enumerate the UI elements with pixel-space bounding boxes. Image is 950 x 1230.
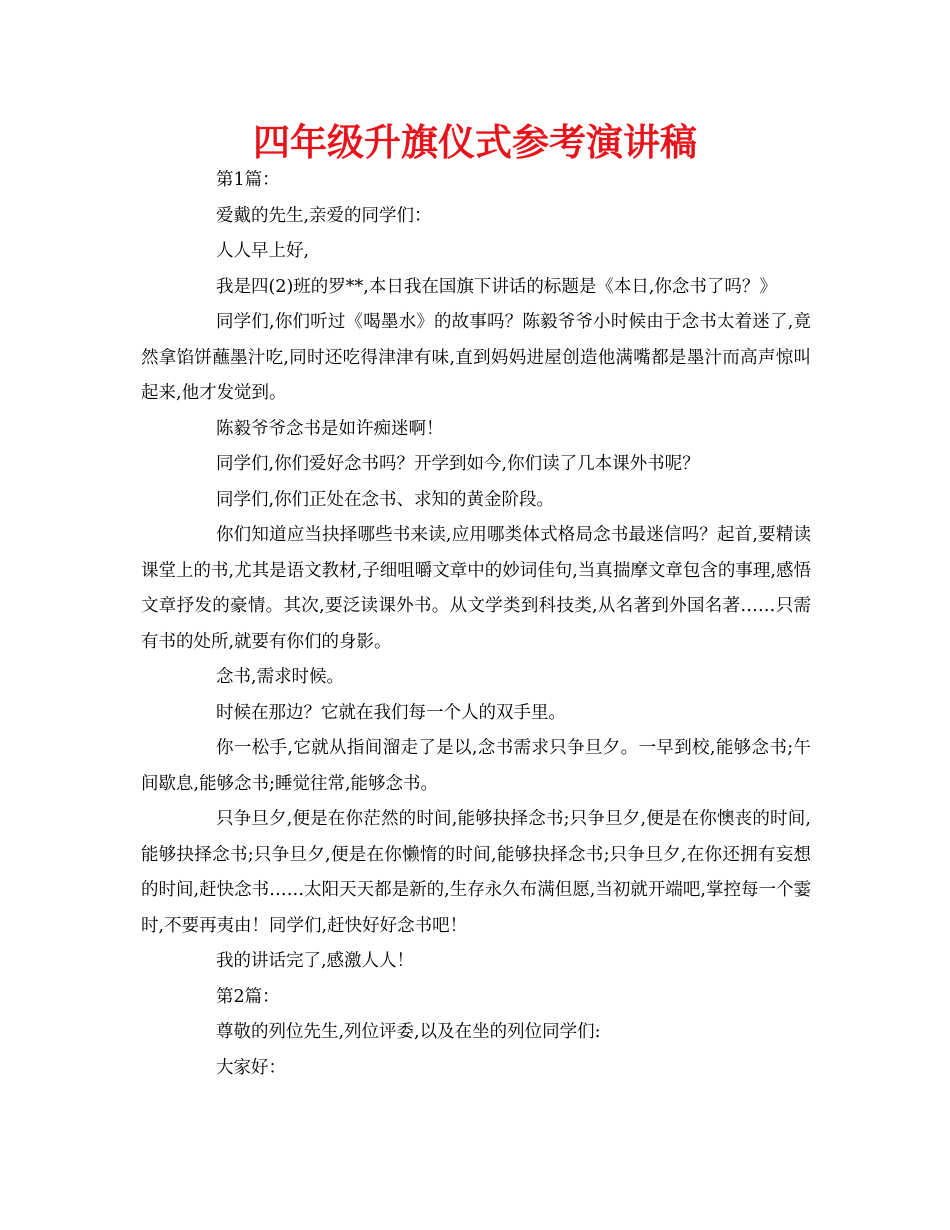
paragraph: 爱戴的先生,亲爱的同学们： <box>216 205 432 226</box>
paragraph: 我是四(2)班的罗**,本日我在国旗下讲话的标题是《本日,你念书了吗？》 <box>216 276 777 297</box>
document-body <box>141 163 811 1086</box>
paragraph: 只争旦夕,便是在你茫然的时间,能够抉择念书;只争旦夕,便是在你懊丧的时间,能够抉择念书;只争旦夕,便是在你懒惰的时间,能够抉择念书;只争旦夕,在你还拥有妄想的时间,赶快念书……太阳天天都是新的,生存永久布满但愿,当初就开端吧,掌控每一个霎时,不要再夷由！同学们,赶快好好念书吧！ <box>141 809 811 936</box>
paragraph: 尊敬的列位先生,列位评委,以及在坐的列位同学们: <box>216 1022 601 1042</box>
paragraph: 第1篇： <box>216 170 280 190</box>
paragraph: 同学们,你们爱好念书吗？开学到如今,你们读了几本课外书呢？ <box>216 454 700 474</box>
paragraph: 大家好： <box>216 1057 286 1078</box>
paragraph: 你一松手,它就从指间溜走了是以,念书需求只争旦夕。一早到校,能够念书;午间歇息,能够念书;睡觉往常,能够念书。 <box>141 738 811 794</box>
paragraph: 念书,需求时候。 <box>216 667 345 687</box>
paragraph: 时候在那边？它就在我们每一个人的双手里。 <box>216 702 566 723</box>
paragraph: 你们知道应当抉择哪些书来读,应用哪类体式格局念书最迷信吗？起首,要精读课堂上的书,尤其是语文教材,子细咀嚼文章中的妙词佳句,当真揣摩文章包含的事理,感悟文章抒发的豪情。其次,要泛读课外书。从文学类到科技类,从名著到外国名著……只需有书的处所,就要有你们的身影。 <box>141 525 811 652</box>
paragraph: 人人早上好, <box>216 241 310 261</box>
document-title: 四年级升旗仪式参考演讲稿 <box>253 121 697 164</box>
paragraph: 陈毅爷爷念书是如许痴迷啊！ <box>216 418 444 439</box>
paragraph: 同学们,你们听过《喝墨水》的故事吗？陈毅爷爷小时候由于念书太着迷了,竟然拿馅饼蘸墨汁吃,同时还吃得津津有味,直到妈妈进屋创造他满嘴都是墨汁而高声惊叫起来,他才发觉到。 <box>141 312 811 403</box>
paragraph: 同学们,你们正处在念书、求知的黄金阶段。 <box>216 489 555 510</box>
paragraph: 第2篇： <box>216 986 280 1007</box>
paragraph: 我的讲话完了,感激人人！ <box>216 951 415 971</box>
